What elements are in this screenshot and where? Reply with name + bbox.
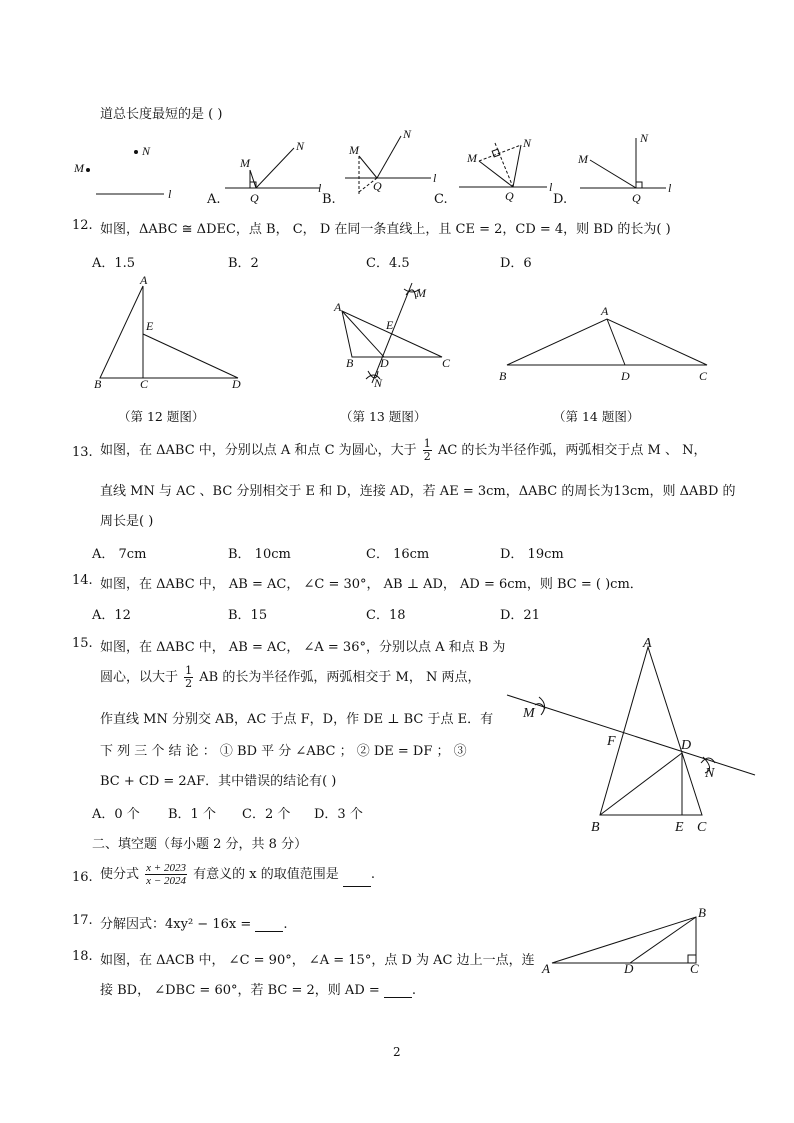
q15-line4: 下 列 三 个 结 论 ： ① BD 平 分 ∠ABC ； ② DE = DF ； ③ xyxy=(100,744,467,759)
svg-text:M: M xyxy=(523,706,535,721)
figure-18 xyxy=(538,905,718,975)
svg-text:D: D xyxy=(624,961,634,976)
svg-text:E: E xyxy=(675,820,684,835)
svg-text:l: l xyxy=(668,181,672,195)
svg-text:E: E xyxy=(386,318,394,332)
q17-stem: 分解因式：4xy² − 16x = . xyxy=(100,917,288,932)
svg-text:N: N xyxy=(374,376,383,390)
q13-fraction: $\frac{1}{2}$ xyxy=(423,437,431,463)
q12-number: 12. xyxy=(72,218,93,233)
q15-line2: 圆心，以大于 $\frac{1}{2}$ AB 的长为半径作弧，两弧相交于 M， N 两点， xyxy=(100,664,481,690)
q14-option-b[interactable]: B．15 xyxy=(228,608,268,623)
q13-line3: 周长是( ) xyxy=(100,514,154,529)
svg-text:D: D xyxy=(621,369,630,383)
svg-text:B: B xyxy=(698,905,706,920)
svg-text:A: A xyxy=(334,300,342,314)
svg-text:M: M xyxy=(349,143,359,157)
svg-text:A: A xyxy=(601,304,609,318)
q12-option-b[interactable]: B．2 xyxy=(228,256,259,271)
svg-text:l: l xyxy=(318,181,322,195)
q16-fraction: $\frac{x + 2023}{x - 2024}$ xyxy=(146,862,186,887)
q11-figure-a xyxy=(220,140,330,205)
q15-line3: 作直线 MN 分别交 AB，AC 于点 F，D，作 DE ⊥ BC 于点 E．有 xyxy=(100,712,494,727)
q14-stem: 如图，在 ΔABC 中， AB = AC， ∠C = 30°， AB ⊥ AD， AD = 6cm，则 BC = ( )cm． xyxy=(100,577,643,592)
q14-option-d[interactable]: D．21 xyxy=(500,608,540,623)
section-2-heading: 二、填空题（每小题 2 分，共 8 分） xyxy=(92,837,308,852)
svg-text:l: l xyxy=(549,180,553,194)
svg-text:Q: Q xyxy=(632,191,641,205)
svg-text:A: A xyxy=(140,273,148,287)
svg-text:l: l xyxy=(168,187,172,201)
q18-answer-blank[interactable] xyxy=(384,985,412,998)
svg-text:C: C xyxy=(690,961,699,976)
svg-text:F: F xyxy=(607,734,616,749)
svg-text:B: B xyxy=(499,369,507,383)
q11-option-d[interactable]: D. xyxy=(553,192,568,207)
q11-option-c[interactable]: C. xyxy=(434,192,448,207)
figure-15 xyxy=(505,635,775,835)
q16-answer-blank[interactable] xyxy=(343,874,371,887)
q11-figure-b xyxy=(335,127,445,195)
svg-text:B: B xyxy=(94,377,102,391)
svg-text:Q: Q xyxy=(373,179,382,193)
svg-text:M: M xyxy=(416,286,426,300)
svg-text:B: B xyxy=(591,820,600,835)
figure-14 xyxy=(497,303,717,383)
q13-line2: 直线 MN 与 AC 、BC 分别相交于 E 和 D，连接 AD，若 AE = 3cm，ΔABC 的周长为13cm，则 ΔABD 的 xyxy=(100,484,736,499)
q14-option-a[interactable]: A．12 xyxy=(92,608,131,623)
q15-option-c[interactable]: C．2 个 xyxy=(242,807,291,822)
q18-line1: 如图，在 ΔACB 中， ∠C = 90°， ∠A = 15°，点 D 为 AC 边上一点，连 xyxy=(100,953,535,968)
svg-text:C: C xyxy=(699,369,708,383)
svg-text:N: N xyxy=(403,127,412,141)
q12-stem: 如图，ΔABC ≅ ΔDEC，点 B， C， D 在同一条直线上，且 CE = 2，CD = 4，则 BD 的长为( ) xyxy=(100,222,671,237)
q13-line1: 如图，在 ΔABC 中，分别以点 A 和点 C 为圆心，大于 $\frac{1}{2}$ AC 的长为半径作弧，两弧相交于点 M 、 N， xyxy=(100,437,707,463)
svg-text:E: E xyxy=(146,319,154,333)
svg-text:D: D xyxy=(380,356,389,370)
svg-text:B: B xyxy=(346,356,354,370)
svg-text:C: C xyxy=(140,377,149,391)
q15-option-d[interactable]: D．3 个 xyxy=(314,807,363,822)
q11-option-b[interactable]: B. xyxy=(322,192,336,207)
svg-text:M: M xyxy=(578,152,588,166)
q11-option-a[interactable]: A. xyxy=(207,192,221,207)
q18-line2: 接 BD， ∠DBC = 60°，若 BC = 2，则 AD = . xyxy=(100,983,417,998)
caption-13: （第 13 题图） xyxy=(340,409,427,424)
q13-option-a[interactable]: A． 7cm xyxy=(92,547,147,562)
svg-text:N: N xyxy=(523,136,532,150)
svg-text:N: N xyxy=(296,139,305,153)
svg-text:M: M xyxy=(74,161,84,175)
svg-text:N: N xyxy=(640,131,649,145)
q11-figure-d xyxy=(570,130,680,205)
svg-text:Q: Q xyxy=(505,189,514,203)
svg-text:A: A xyxy=(542,961,550,976)
q14-number: 14. xyxy=(72,573,93,588)
q15-option-a[interactable]: A．0 个 xyxy=(92,807,140,822)
q13-option-d[interactable]: D． 19cm xyxy=(500,547,564,562)
svg-text:D: D xyxy=(232,377,241,391)
figure-13 xyxy=(330,275,470,390)
q13-number: 13. xyxy=(72,445,93,460)
q11-figure-c xyxy=(455,135,575,203)
q18-number: 18. xyxy=(72,949,93,964)
q15-number: 15. xyxy=(72,636,93,651)
svg-text:C: C xyxy=(442,356,451,370)
q11-stem-tail: 道总长度最短的是 ( ) xyxy=(100,107,223,122)
q17-number: 17. xyxy=(72,913,93,928)
caption-12: （第 12 题图） xyxy=(118,409,205,424)
q16-number: 16. xyxy=(72,870,93,885)
q16-stem: 使分式 $\frac{x + 2023}{x - 2024}$ 有意义的 x 的取值范围是 . xyxy=(100,862,375,887)
q15-option-b[interactable]: B．1 个 xyxy=(168,807,216,822)
q15-line5: BC + CD = 2AF．其中错误的结论有( ) xyxy=(100,774,337,789)
svg-text:l: l xyxy=(433,171,437,185)
page-number: 2 xyxy=(393,1045,401,1059)
caption-14: （第 14 题图） xyxy=(553,409,640,424)
q13-option-c[interactable]: C． 16cm xyxy=(366,547,430,562)
svg-text:N: N xyxy=(705,766,715,781)
svg-text:Q: Q xyxy=(250,191,259,205)
svg-text:M: M xyxy=(240,156,250,170)
q12-option-a[interactable]: A．1.5 xyxy=(92,256,136,271)
q14-option-c[interactable]: C．18 xyxy=(366,608,406,623)
q13-option-b[interactable]: B． 10cm xyxy=(228,547,291,562)
svg-text:M: M xyxy=(467,151,477,165)
q12-option-d[interactable]: D．6 xyxy=(500,256,532,271)
svg-text:D: D xyxy=(681,738,692,753)
svg-text:C: C xyxy=(697,820,707,835)
q15-line1: 如图，在 ΔABC 中， AB = AC， ∠A = 36°，分别以点 A 和点 B 为 xyxy=(100,640,506,655)
figure-12 xyxy=(90,273,250,391)
svg-text:A: A xyxy=(643,636,652,651)
q15-fraction: $\frac{1}{2}$ xyxy=(185,664,193,690)
q12-option-c[interactable]: C．4.5 xyxy=(366,256,410,271)
q17-answer-blank[interactable] xyxy=(255,919,283,932)
svg-text:N: N xyxy=(142,144,151,158)
